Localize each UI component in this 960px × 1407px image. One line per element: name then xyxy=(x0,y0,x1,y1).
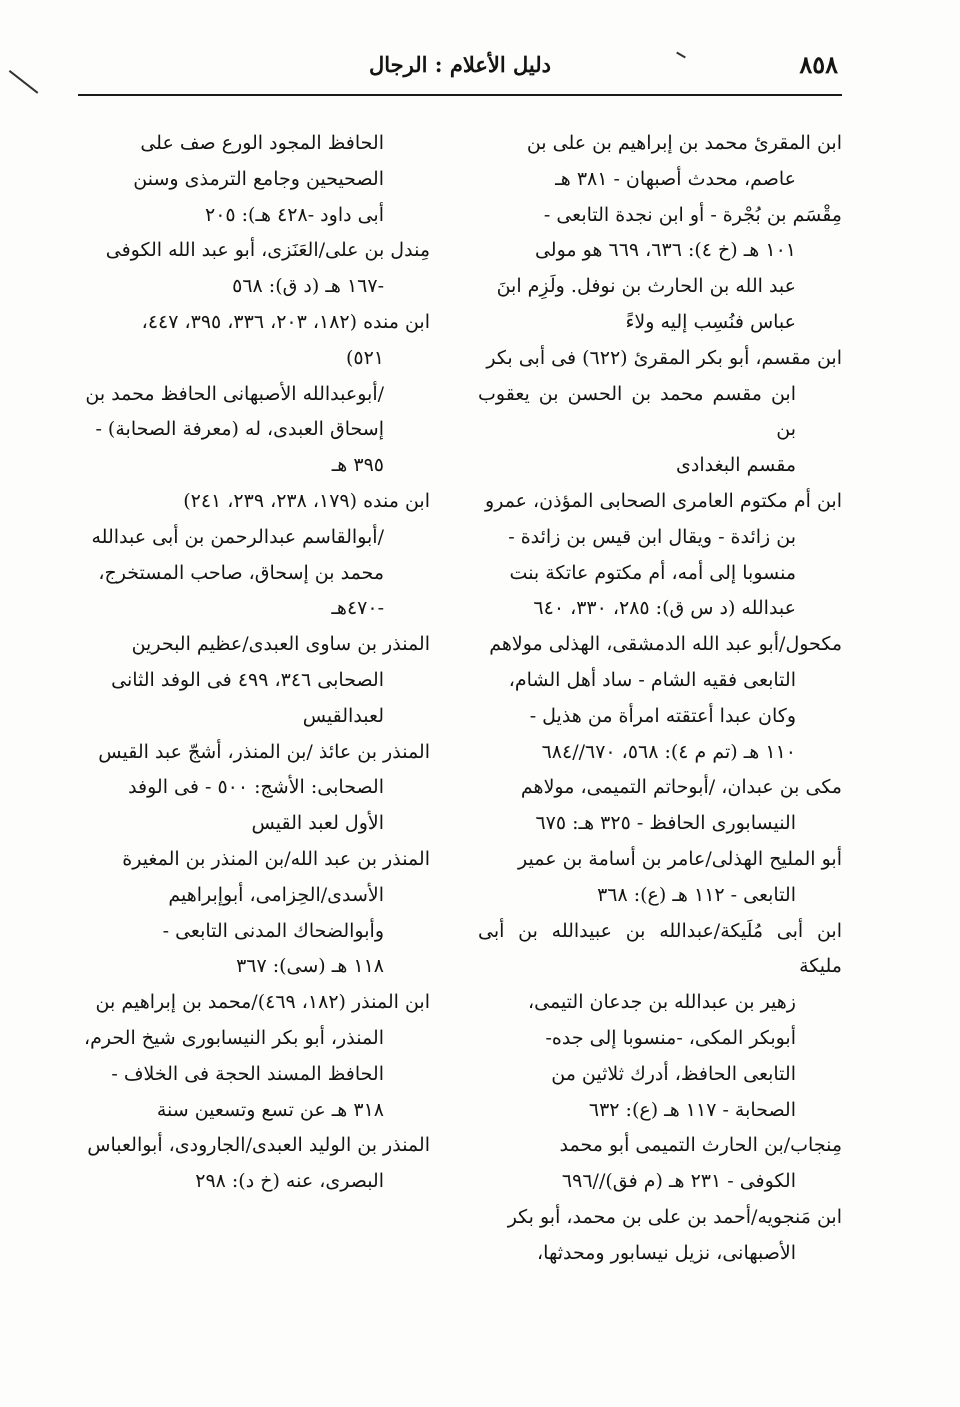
index-entry xyxy=(478,341,842,484)
page-number: ٨٥٨ xyxy=(799,50,838,79)
entry-continuation-line: عاصم، محدث أصبهان - ٣٨١ هـ xyxy=(555,167,796,190)
index-entry xyxy=(478,842,842,914)
index-entry xyxy=(478,1128,842,1200)
entry-continuation-line: ٣١٨ هـ عن تسع وتسعين سنة xyxy=(156,1098,384,1121)
entry-head-line: مِندل بن على/العَنَزى، أبو عبد الله الكوفى xyxy=(105,239,430,262)
entry-continuation-line: محمد بن إسحاق، صاحب المستخرج، xyxy=(98,561,384,584)
index-entry xyxy=(72,1128,430,1200)
entry-continuation-line: ١١٠ هـ (تم م ٤): ٥٦٨، ٦٧٠//٦٨٤ xyxy=(541,740,796,763)
entry-head-line: مِنجاب/بن الحارث التميمى أبو محمد xyxy=(559,1134,842,1157)
entry-continuation-line: الحافظ المجود الورع صف على xyxy=(140,132,384,154)
page-header xyxy=(80,46,840,92)
index-entry xyxy=(72,233,430,305)
index-entry xyxy=(72,627,430,734)
left-column xyxy=(72,126,430,1200)
entry-head-line: المنذر بن ساوى العبدى/عظيم البحرين xyxy=(131,633,430,656)
entry-continuation-line: الحافظ المسند الحجة فى الخلاف - xyxy=(111,1062,384,1085)
entry-continuation-line: لعبدالقيس xyxy=(302,704,384,727)
entry-continuation-line: إسحاق العبدى، له (معرفة الصحابة) - xyxy=(95,418,384,441)
entry-continuation-line: الأصبهانى، نزيل نيسابور ومحدثها، xyxy=(537,1241,796,1264)
entry-continuation-line: عباس فنُسِب إليه ولاءً xyxy=(625,310,796,333)
index-entry xyxy=(72,842,430,985)
entry-continuation-line: البصرى، عنه (خ د): ٢٩٨ xyxy=(195,1170,384,1193)
entry-continuation-line: منسوبا إلى أمه، أم مكتوم عاتكة بنت xyxy=(509,561,796,584)
entry-continuation-line: أبى داود -٤٢٨ هـ): ٢٠٥ xyxy=(204,203,384,226)
entry-continuation-line: أبوبكر المكى، -منسوبا إلى جده- xyxy=(545,1026,796,1049)
entry-continuation-line: وكان عبدا أعتقته امرأة من هذيل - xyxy=(529,704,796,727)
entry-continuation-line: -٤٧٠هـ xyxy=(331,597,384,620)
entry-continuation-line: مقسم البغدادى xyxy=(676,454,796,477)
entry-head-line: ابن منده (١٨٢، ٢٠٣، ٣٣٦، ٣٩٥، ٤٤٧، xyxy=(141,310,430,333)
entry-continuation-line: الصحيحين وجامع الترمذى وسنن xyxy=(133,167,384,190)
header-rule xyxy=(78,94,842,96)
index-entry xyxy=(72,484,430,627)
entry-continuation-line: زهير بن عبدالله بن جدعان التيمى، xyxy=(528,991,796,1014)
entry-continuation-line: /أبوعبدالله الأصبهانى الحافظ محمد بن xyxy=(85,382,384,405)
entry-head-line: مِقْسَم بن بُجْرة - أو ابن نجدة التابعى - xyxy=(543,203,842,226)
entry-continuation-line: الصحابى: الأشج: ٥٠٠ - فى الوفد xyxy=(128,776,384,799)
index-entry xyxy=(478,770,842,842)
entry-continuation-line: -١٦٧ هـ (د ق): ٥٦٨ xyxy=(232,275,384,298)
entry-head-line: ابن المقرئ محمد بن إبراهيم بن على بن xyxy=(526,132,842,154)
entry-continuation-line: التابعى الحافظ، أدرك ثلاثين من xyxy=(551,1062,796,1085)
index-entry xyxy=(478,1200,842,1272)
index-entry xyxy=(478,198,842,341)
index-entry xyxy=(72,126,430,233)
entry-head-line: ابن أم مكتوم العامرى الصحابى المؤذن، عمرو xyxy=(485,489,842,512)
entry-head-line: ابن أبى مُلَيكة/عبدالله بن عبيدالله بن أبى مليكة xyxy=(478,919,842,978)
index-entry xyxy=(72,305,430,484)
entry-head-line: أبو المليح الهذلى/عامر بن أسامة بن عمير xyxy=(518,847,842,870)
entry-continuation-line: عبدالله (د س ق): ٢٨٥، ٣٣٠، ٦٤٠ xyxy=(533,597,796,620)
entry-head-line: ابن منده (١٧٩، ٢٣٨، ٢٣٩، ٢٤١) xyxy=(183,489,430,512)
entry-continuation-line: النيسابورى الحافظ - ٣٢٥ هـ: ٦٧٥ xyxy=(535,812,796,835)
index-entry xyxy=(478,627,842,770)
scan-mark xyxy=(9,70,39,94)
entry-continuation-line: الأول لعبد القيس xyxy=(251,812,384,835)
index-entry xyxy=(478,126,842,198)
index-entry xyxy=(478,484,842,627)
entry-continuation-line: التابعى فقيه الشام - ساد أهل الشام، xyxy=(508,668,796,691)
entry-continuation-line: التابعى - ١١٢ هـ (ع): ٣٦٨ xyxy=(597,883,796,906)
index-entry xyxy=(478,914,842,1129)
entry-continuation-line: ١١٨ هـ (سى): ٣٦٧ xyxy=(236,955,384,978)
entry-continuation-line: المنذر، أبو بكر النيسابورى شيخ الحرم، xyxy=(84,1026,384,1049)
entry-continuation-line: الأسدى/الحِزامى، أبوإبراهيم xyxy=(168,883,384,906)
entry-head-line: المنذر بن الوليد العبدى/الجارودى، أبوالعباس xyxy=(87,1134,430,1157)
entry-head-line: المنذر بن عبد الله/بن المنذر بن المغيرة xyxy=(122,847,430,870)
running-title: دليل الأعلام : الرجال xyxy=(368,52,551,77)
entry-continuation-line: /أبوالقاسم عبدالرحمن بن أبى عبدالله xyxy=(91,525,384,548)
index-entry xyxy=(72,985,430,1128)
entry-continuation-line: ٣٩٥ هـ xyxy=(331,454,384,477)
entry-continuation-line: ابن مقسم محمد بن الحسن بن يعقوب بن xyxy=(478,382,796,441)
entry-head-line: المنذر بن عائذ /بن المنذر، أشجّ عبد القيس xyxy=(98,740,430,763)
entry-continuation-line: الكوفى - ٢٣١ هـ (م فق)//٦٩٦ xyxy=(561,1170,796,1193)
entry-continuation-line: عبد الله بن الحارث بن نوفل. ولَزِم ابنَ xyxy=(496,275,796,298)
entry-head-line: ابن مقسم، أبو بكر المقرئ (٦٢٢) فى أبى بكر xyxy=(486,346,842,369)
index-entry xyxy=(72,735,430,842)
entry-head-line: ابن المنذر (١٨٢، ٤٦٩)/محمد بن إبراهيم بن xyxy=(95,991,430,1014)
entry-head-line: ابن مَنجويه/أحمد بن على بن محمد، أبو بكر xyxy=(507,1205,842,1228)
right-column xyxy=(478,126,842,1272)
entry-continuation-line: الصحابة - ١١٧ هـ (ع): ٦٣٢ xyxy=(588,1098,796,1121)
entry-continuation-line: بن زائدة - ويقال ابن قيس بن زائدة - xyxy=(508,525,796,548)
entry-continuation-line: الصحابى ٣٤٦، ٤٩٩ فى الوفد الثانى xyxy=(111,668,384,691)
entry-continuation-line: ٥٢١) xyxy=(345,346,384,369)
entry-continuation-line: وأبوالضحاك المدنى التابعى - xyxy=(162,919,384,942)
entry-head-line: مكحول/أبو عبد الله الدمشقى، الهذلى مولاهم xyxy=(489,633,842,656)
entry-continuation-line: ١٠١ هـ (خ ٤): ٦٣٦، ٦٦٩ هو مولى xyxy=(534,239,796,262)
entry-head-line: مكى بن عبدان، /أبوحاتم التميمى، مولاهم xyxy=(520,776,842,799)
